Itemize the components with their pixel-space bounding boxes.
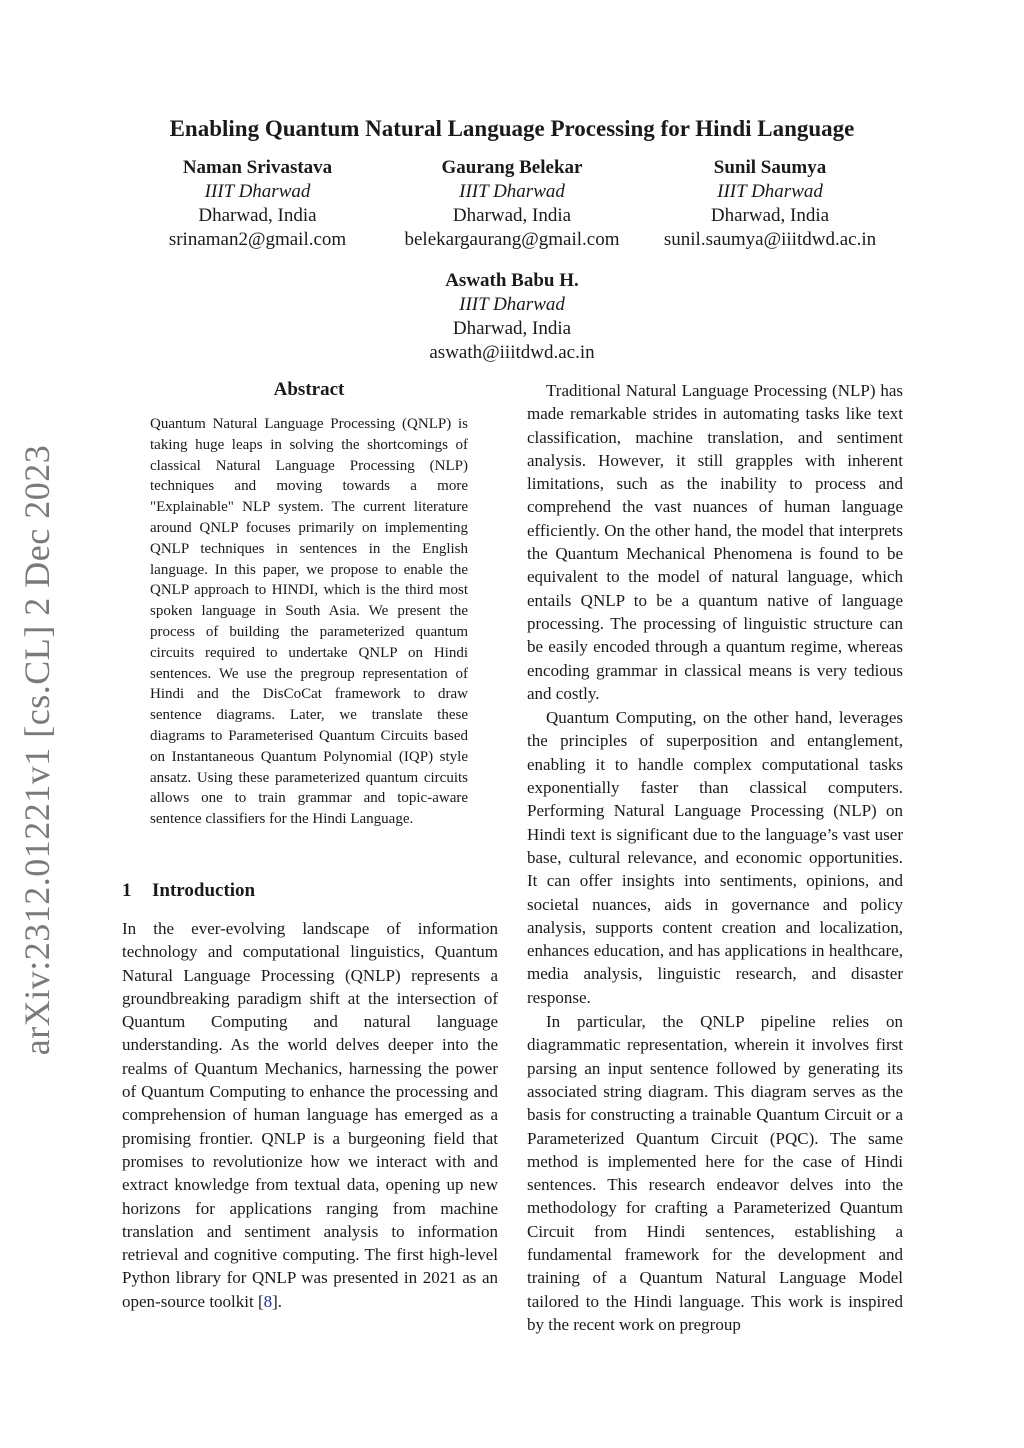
author-name: Aswath Babu H. (445, 270, 579, 291)
author-affiliation: IIIT Dharwad (717, 181, 823, 202)
author-location: Dharwad, India (452, 205, 572, 226)
author-location: Dharwad, India (710, 205, 830, 226)
intro-paragraph-end: ]. (272, 1291, 283, 1311)
abstract-text: Quantum Natural Language Processing (QNLP) is taking huge leaps in solving the shortcomings of classical Natural Language Processing (NLP) techniques and moving towards a more "Explainable" NLP system. The current literature around QNLP focuses primarily on implementing QNLP techniques in sentences in the English language. In this paper, we propose to enable the QNLP approach to HINDI, which is the third most spoken language in South Asia. We present the process of building the parameterized quantum circuits required to undertake QNLP on Hindi sentences. We use the pregroup representation of Hindi and the DisCoCat framework to draw sentence diagrams. Later, we translate these diagrams to Parameterised Quantum Circuits based on Instantaneous Quantum Polynomial (IQP) style ansatz. Using these parameterized quantum circuits allows one to train grammar and topic-aware sentence classifiers for the Hindi Language. (150, 416, 468, 828)
body-paragraph: Quantum Computing, on the other hand, leverages the principles of superposition and entanglement, enabling it to handle complex computational tasks exponentially faster than classical computers. Performing Natural Language Processing (NLP) on Hindi text is significant due to the language’s vast user base, cultural relevance, and economic opportunities. It can offer insights into sentiments, opinions, and societal nuances, aids in governance and policy analysis, supports content creation and localization, enhances education, and has applications in healthcare, media analysis, linguistic research, and disaster response. (527, 708, 903, 1007)
author-affiliation: IIIT Dharwad (459, 181, 565, 202)
citation-link[interactable]: 8 (263, 1291, 273, 1311)
author-location: Dharwad, India (452, 318, 572, 339)
author-block (150, 156, 365, 252)
section-title: Introduction (152, 880, 256, 901)
arxiv-identifier-stamp: arXiv:2312.01221v1 [cs.CL] 2 Dec 2023 (17, 444, 57, 1056)
author-block (387, 156, 637, 252)
author-name: Naman Srivastava (182, 157, 333, 178)
author-block (387, 269, 637, 365)
abstract-heading: Abstract (273, 379, 345, 400)
author-name: Sunil Saumya (713, 157, 827, 178)
author-location: Dharwad, India (198, 205, 317, 226)
section-number: 1 (122, 880, 132, 901)
author-affiliation: IIIT Dharwad (459, 294, 565, 315)
author-name: Gaurang Belekar (441, 157, 583, 178)
intro-paragraph-text: In the ever-evolving landscape of information technology and computational linguistics, Quantum Natural Language Processing (QNLP) represents a groundbreaking paradigm shift at the intersection of Quantum Computing and natural language understanding. As the world delves deeper into the realms of Quantum Mechanics, harnessing the power of Quantum Computing to enhance the processing and comprehension of human language has emerged as a promising frontier. QNLP is a burgeoning field that promises to revolutionize how we interact with and extract knowledge from textual data, opening up new horizons for applications ranging from machine translation and sentiment analysis to information retrieval and cognitive computing. The first high-level Python library for QNLP was presented in 2021 as an open-source toolkit [ (122, 919, 498, 1311)
author-email: srinaman2@gmail.com (168, 229, 347, 250)
body-paragraph: Traditional Natural Language Processing (NLP) has made remarkable strides in automating tasks like text classification, machine translation, and sentiment analysis. However, it still grapples with inherent limitations, such as the inability to process and comprehend the vast nuances of human language efficiently. On the other hand, the model that interprets the Quantum Mechanical Phenomena is found to be equivalent to the model of natural language, which entails QNLP to be a quantum native of language processing. The processing of linguistic structure can be easily encoded through a quantum regime, whereas encoding grammar in classical means is very tedious and costly. (527, 381, 903, 703)
author-affiliation: IIIT Dharwad (204, 181, 311, 202)
author-email: belekargaurang@gmail.com (404, 229, 620, 250)
author-email: aswath@iiitdwd.ac.in (429, 342, 595, 363)
body-paragraph: In particular, the QNLP pipeline relies on diagrammatic representation, wherein it involves first parsing an input sentence followed by generating its associated string diagram. This diagram serves as the basis for constructing a trainable Quantum Circuit or a Parameterized Quantum Circuit (PQC). The same method is implemented here for the case of Hindi sentences. This research endeavor delves into the methodology for crafting a Parameterized Quantum Circuit from Hindi sentences, establishing a fundamental framework for the development and training of a Quantum Natural Language Model tailored to the Hindi language. This work is inspired by the recent work on pregroup (527, 1012, 903, 1334)
intro-paragraph (122, 917, 498, 1313)
paper-title: Enabling Quantum Natural Language Processing for Hindi Language (169, 116, 855, 141)
author-email: sunil.saumya@iiitdwd.ac.in (663, 229, 877, 250)
section-heading (122, 880, 498, 902)
right-column (527, 379, 903, 1337)
author-block (650, 156, 890, 252)
